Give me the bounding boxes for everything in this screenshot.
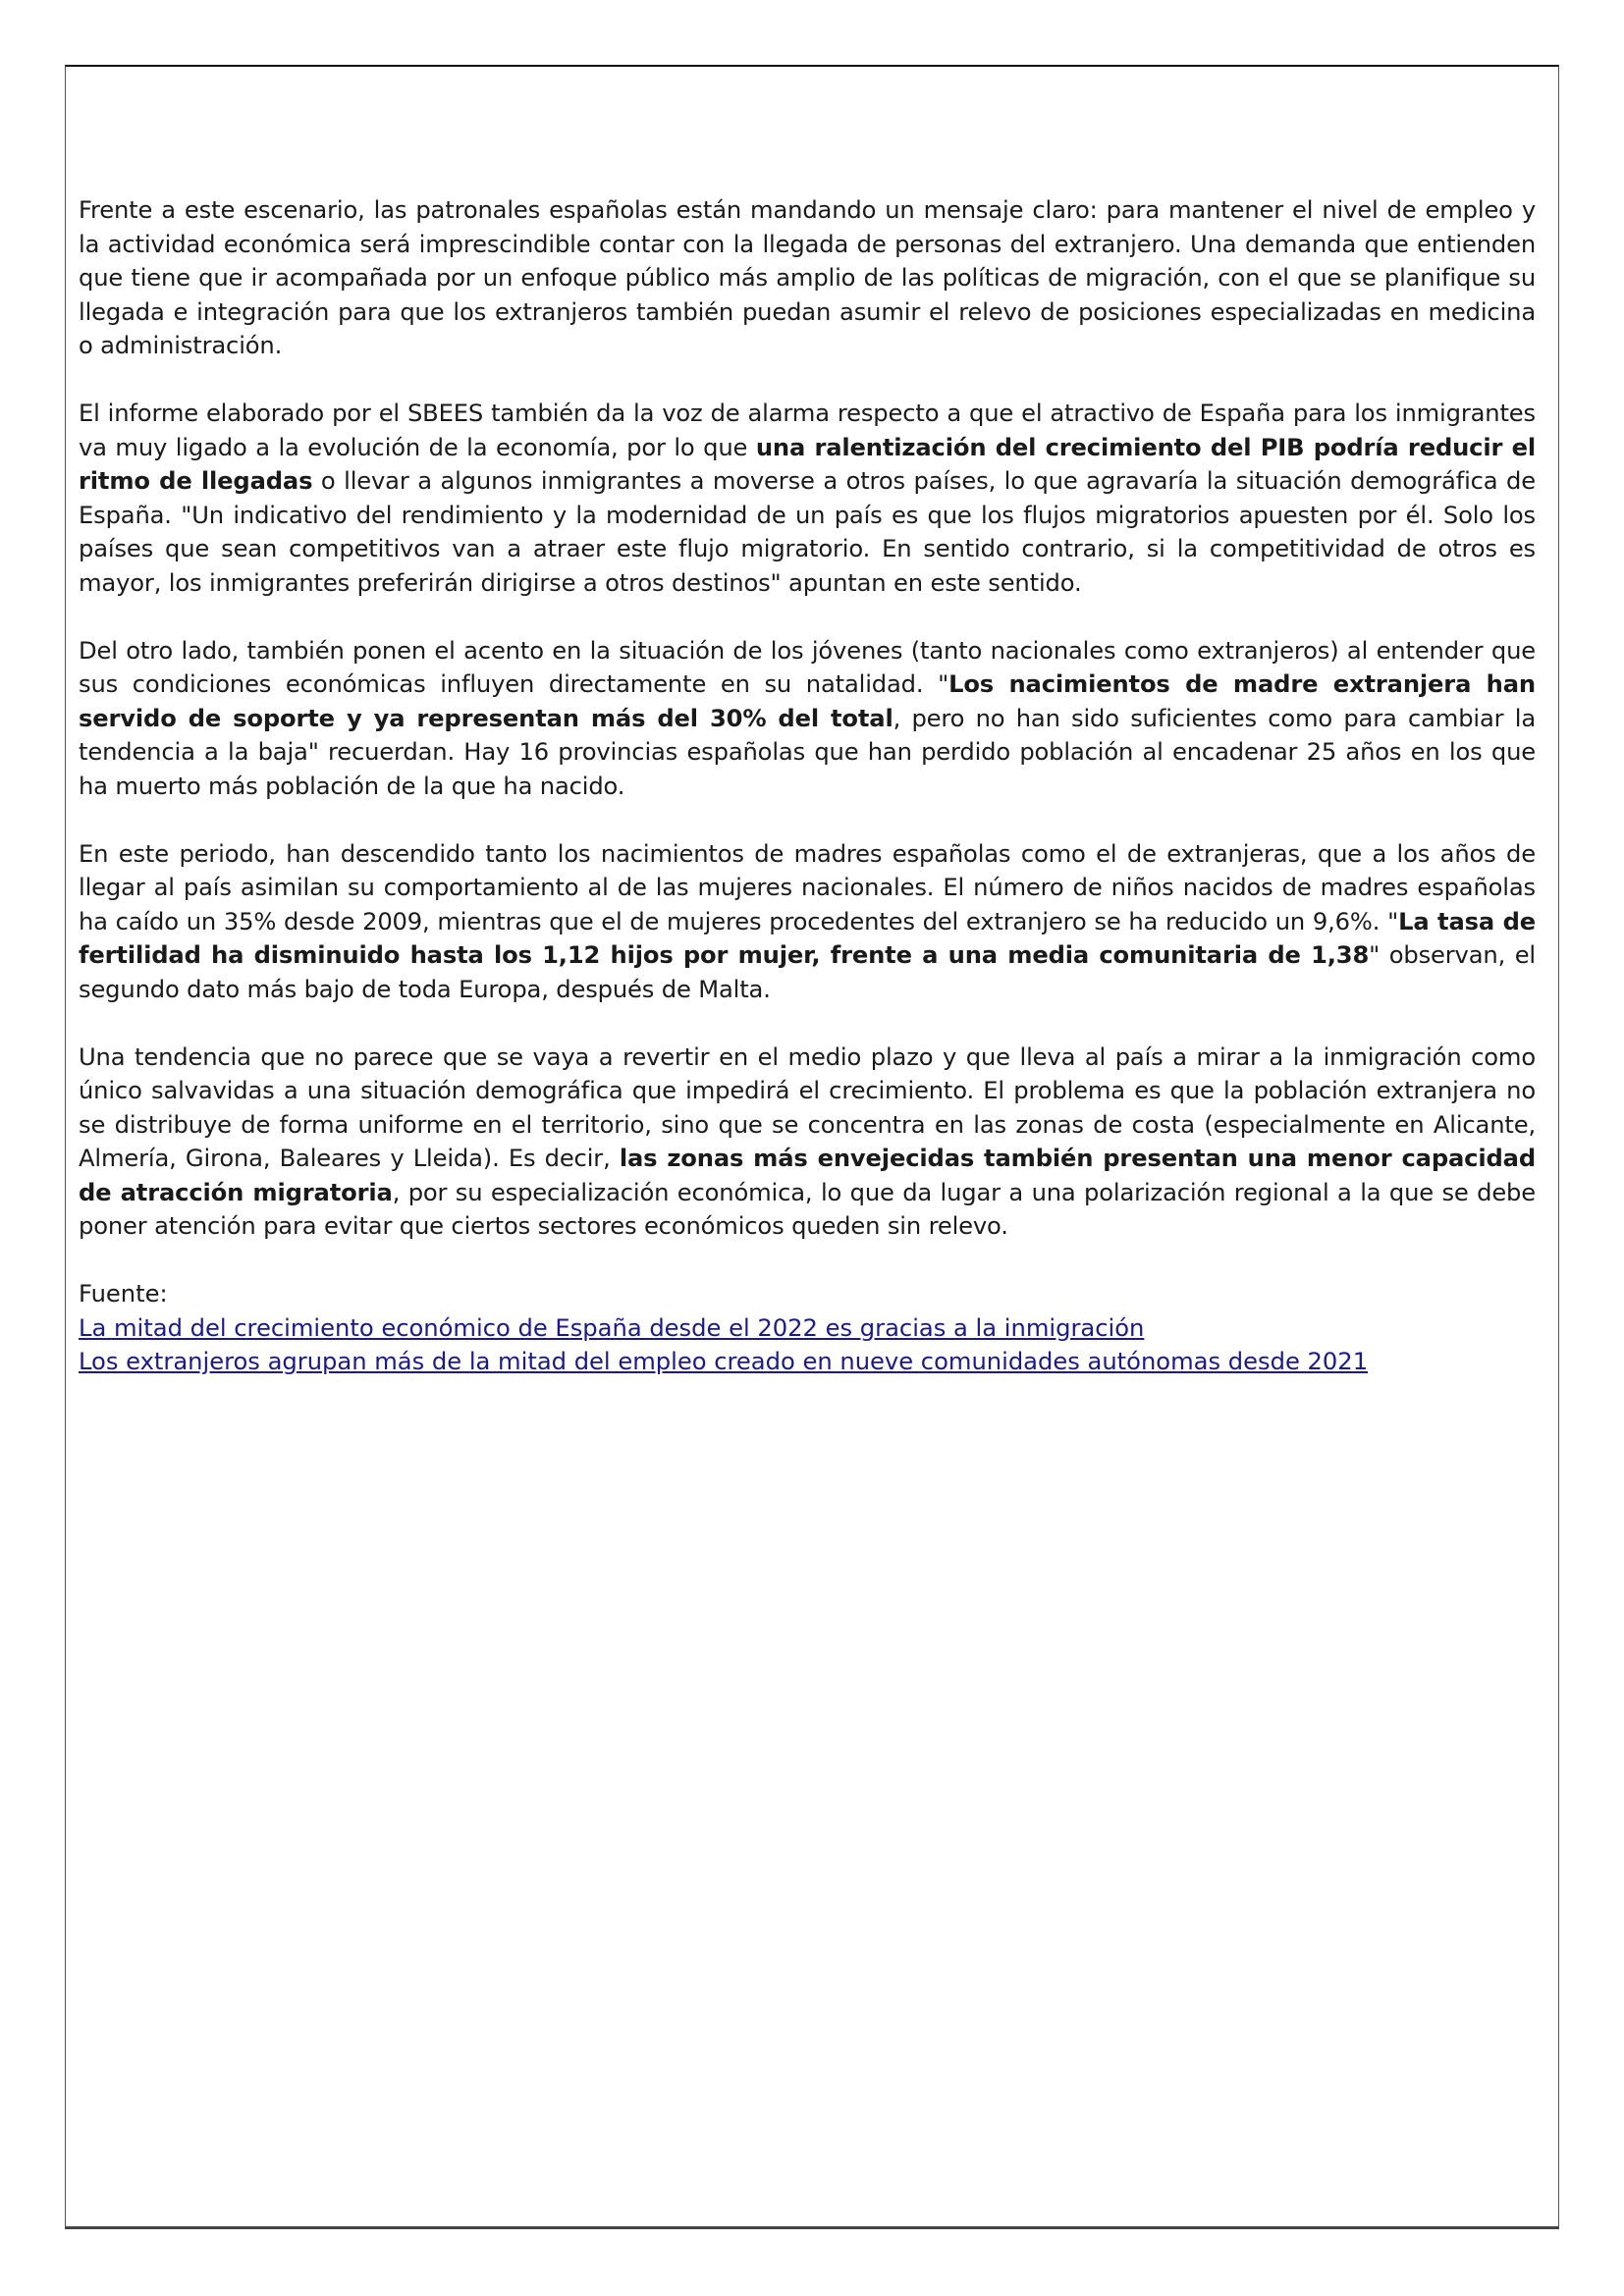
paragraph-4 (79, 837, 1536, 1007)
source-link-1[interactable]: La mitad del crecimiento económico de España desde el 2022 es gracias a la inmigración (79, 1313, 1145, 1342)
paragraph-text: o llevar a algunos inmigrantes a moverse a otros países, lo que agravaría la situación demográfica de España. "Un indicativo del rendimiento y la modernidad de un país es que los flujos migratorios apuesten por él. Solo los países que sean competitivos van a atraer este flujo migratorio. En sentido contrario, si la competitividad de otros es mayor, los inmigrantes preferirán dirigirse a otros destinos" apuntan en este sentido. (79, 467, 1536, 597)
paragraph-3 (79, 634, 1536, 804)
paragraph-1 (79, 193, 1536, 363)
paragraph-text: En este periodo, han descendido tanto los nacimientos de madres españolas como el de extranjeras, que a los años de llegar al país asimilan su comportamiento al de las mujeres nacionales. El número de niños nacidos de madres españolas ha caído un 35% desde 2009, mientras que el de mujeres procedentes del extranjero se ha reducido un 9,6%. " (79, 839, 1536, 935)
source-section (79, 1277, 1536, 1379)
paragraph-2 (79, 397, 1536, 600)
article-body (79, 193, 1536, 1379)
paragraph-bold-text: las zonas más envejecidas también presentan una menor capacidad de atracción migratoria (79, 1145, 1536, 1206)
paragraph-bold-text: una ralentización del crecimiento del PIB podría reducir el ritmo de llegadas (79, 433, 1536, 495)
paragraph-text: , pero no han sido suficientes como para cambiar la tendencia a la baja" recuerdan. Hay 16 provincias españolas que han perdido población al encadenar 25 años en los que ha muerto más población de la que ha nacido. (79, 704, 1536, 800)
paragraph-text: " observan, el segundo dato más bajo de toda Europa, después de Malta. (79, 941, 1536, 1003)
source-link-2[interactable]: Los extranjeros agrupan más de la mitad del empleo creado en nueve comunidades autónomas desde 2021 (79, 1348, 1369, 1375)
paragraph-bold-text: Los nacimientos de madre extranjera han servido de soporte y ya representan más del 30% del total (79, 670, 1536, 732)
paragraph-5 (79, 1041, 1536, 1244)
paragraph-text: Una tendencia que no parece que se vaya a revertir en el medio plazo y que lleva al país a mirar a la inmigración como único salvavidas a una situación demográfica que impedirá el crecimiento. El problema es que la población extranjera no se distribuye de forma uniforme en el territorio, sino que se concentra en las zonas de costa (especialmente en Alicante, Almería, Girona, Baleares y Lleida). Es decir, (79, 1042, 1536, 1172)
paragraph-bold-text: La tasa de fertilidad ha disminuido hasta los 1,12 hijos por mujer, frente a una media comunitaria de 1,38 (79, 907, 1536, 969)
paragraph-text: , por su especialización económica, lo que da lugar a una polarización regional a la que se debe poner atención para evitar que ciertos sectores económicos queden sin relevo. (79, 1178, 1536, 1240)
source-label: Fuente: (79, 1280, 168, 1308)
paragraph-text: Del otro lado, también ponen el acento en la situación de los jóvenes (tanto nacionales como extranjeros) al entender que sus condiciones económicas influyen directamente en su natalidad. " (79, 636, 1536, 698)
paragraph-text: Frente a este escenario, las patronales españolas están mandando un mensaje claro: para mantener el nivel de empleo y la actividad económica será imprescindible contar con la llegada de personas del extranjero. Una demanda que entienden que tiene que ir acompañada por un enfoque público más amplio de las políticas de migración, con el que se planifique su llegada e integración para que los extranjeros también puedan asumir el relevo de posiciones especializadas en medicina o administración. (79, 196, 1536, 359)
paragraph-text: El informe elaborado por el SBEES también da la voz de alarma respecto a que el atractivo de España para los inmigrantes va muy ligado a la evolución de la economía, por lo que (79, 400, 1536, 461)
